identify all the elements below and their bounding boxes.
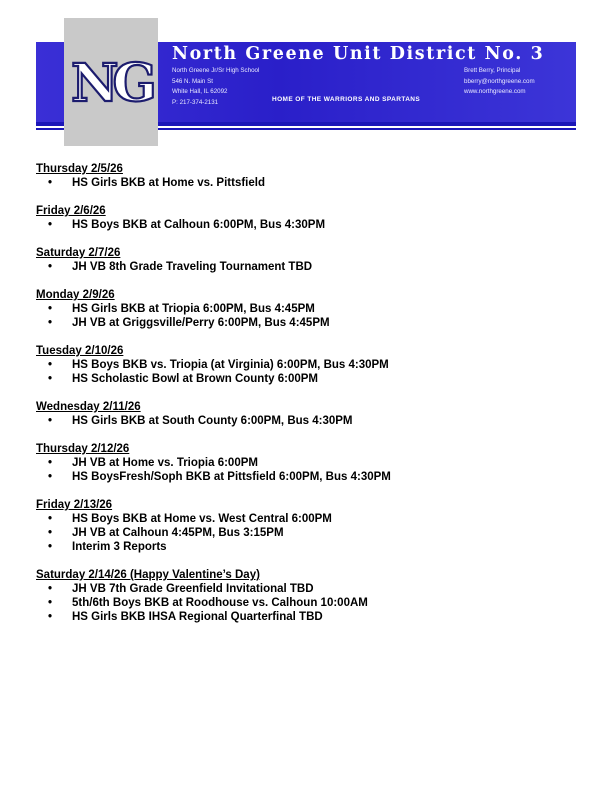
day-heading: Wednesday 2/11/26 (36, 401, 141, 413)
phone-line: P: 217-374-2131 (172, 98, 219, 106)
schedule-day (36, 344, 576, 386)
event-text: JH VB at Calhoun 4:45PM, Bus 3:15PM (72, 527, 284, 539)
event-text: HS Girls BKB at Triopia 6:00PM, Bus 4:45PM (72, 303, 315, 315)
bullet-icon: • (48, 541, 53, 553)
event-text: HS Girls BKB IHSA Regional Quarterfinal TBD (72, 611, 323, 623)
bullet-icon: • (48, 471, 53, 483)
bullet-icon: • (48, 513, 53, 525)
event-item (36, 176, 576, 190)
event-text: HS Girls BKB at Home vs. Pittsfield (72, 177, 265, 189)
bullet-icon: • (48, 177, 53, 189)
principal-email[interactable]: bberry@northgreene.com (464, 77, 535, 85)
district-title: North Greene Unit District No. 3 (172, 44, 545, 64)
bullet-icon: • (48, 583, 53, 595)
event-item (36, 610, 576, 624)
event-item (36, 470, 576, 484)
event-item (36, 596, 576, 610)
letterhead (36, 18, 576, 146)
event-text: JH VB at Griggsville/Perry 6:00PM, Bus 4:45PM (72, 317, 330, 329)
address-line: 546 N. Main St (172, 77, 213, 85)
event-item (36, 316, 576, 330)
school-address (172, 66, 259, 108)
schedule-day (36, 442, 576, 484)
event-item (36, 358, 576, 372)
event-text: JH VB at Home vs. Triopia 6:00PM (72, 457, 258, 469)
day-heading: Monday 2/9/26 (36, 289, 115, 301)
schedule-day (36, 568, 576, 624)
logo-text: NG (71, 53, 151, 112)
event-text: Interim 3 Reports (72, 541, 167, 553)
bullet-icon: • (48, 359, 53, 371)
event-item (36, 260, 576, 274)
event-item (36, 372, 576, 386)
event-text: JH VB 7th Grade Greenfield Invitational TBD (72, 583, 314, 595)
bullet-icon: • (48, 261, 53, 273)
schedule-day (36, 288, 576, 330)
bullet-icon: • (48, 611, 53, 623)
day-heading: Friday 2/13/26 (36, 499, 113, 511)
address-line: White Hall, IL 62092 (172, 88, 228, 95)
bullet-icon: • (48, 303, 53, 315)
event-item (36, 540, 576, 554)
district-website[interactable]: www.northgreene.com (464, 88, 526, 95)
principal-name: Brett Berry, Principal (464, 67, 521, 74)
schedule-day (36, 246, 576, 274)
bullet-icon: • (48, 317, 53, 329)
bullet-icon: • (48, 219, 53, 231)
day-heading: Thursday 2/5/26 (36, 163, 123, 175)
event-text: HS Boys BKB at Calhoun 6:00PM, Bus 4:30PM (72, 219, 326, 231)
event-item (36, 218, 576, 232)
event-text: JH VB 8th Grade Traveling Tournament TBD (72, 261, 313, 273)
event-text: HS Boys BKB at Home vs. West Central 6:00PM (72, 513, 332, 525)
event-text: HS Scholastic Bowl at Brown County 6:00PM (72, 373, 319, 385)
event-item (36, 526, 576, 540)
schedule-day (36, 162, 576, 190)
event-item (36, 414, 576, 428)
schedule-day (36, 498, 576, 554)
bullet-icon: • (48, 527, 53, 539)
schedule-day (36, 400, 576, 428)
bullet-icon: • (48, 457, 53, 469)
schedule-day (36, 204, 576, 232)
address-line: North Greene Jr/Sr High School (172, 67, 260, 74)
event-text: HS Boys BKB vs. Triopia (at Virginia) 6:00PM, Bus 4:30PM (72, 359, 389, 371)
motto: HOME OF THE WARRIORS AND SPARTANS (272, 96, 421, 103)
principal-contact (464, 66, 535, 98)
event-text: 5th/6th Boys BKB at Roodhouse vs. Calhoun 10:00AM (72, 597, 368, 609)
event-text: HS BoysFresh/Soph BKB at Pittsfield 6:00PM, Bus 4:30PM (72, 471, 391, 483)
bullet-icon: • (48, 373, 53, 385)
day-heading: Saturday 2/14/26 (Happy Valentine’s Day) (36, 569, 260, 581)
bullet-icon: • (48, 415, 53, 427)
event-item (36, 456, 576, 470)
day-heading: Thursday 2/12/26 (36, 443, 130, 455)
day-heading: Friday 2/6/26 (36, 205, 106, 217)
event-item (36, 302, 576, 316)
day-heading: Tuesday 2/10/26 (36, 345, 124, 357)
ng-logo (64, 52, 158, 112)
weekly-schedule (36, 162, 576, 638)
event-item (36, 582, 576, 596)
day-heading: Saturday 2/7/26 (36, 247, 121, 259)
bullet-icon: • (48, 597, 53, 609)
event-text: HS Girls BKB at South County 6:00PM, Bus 4:30PM (72, 415, 353, 427)
event-item (36, 512, 576, 526)
